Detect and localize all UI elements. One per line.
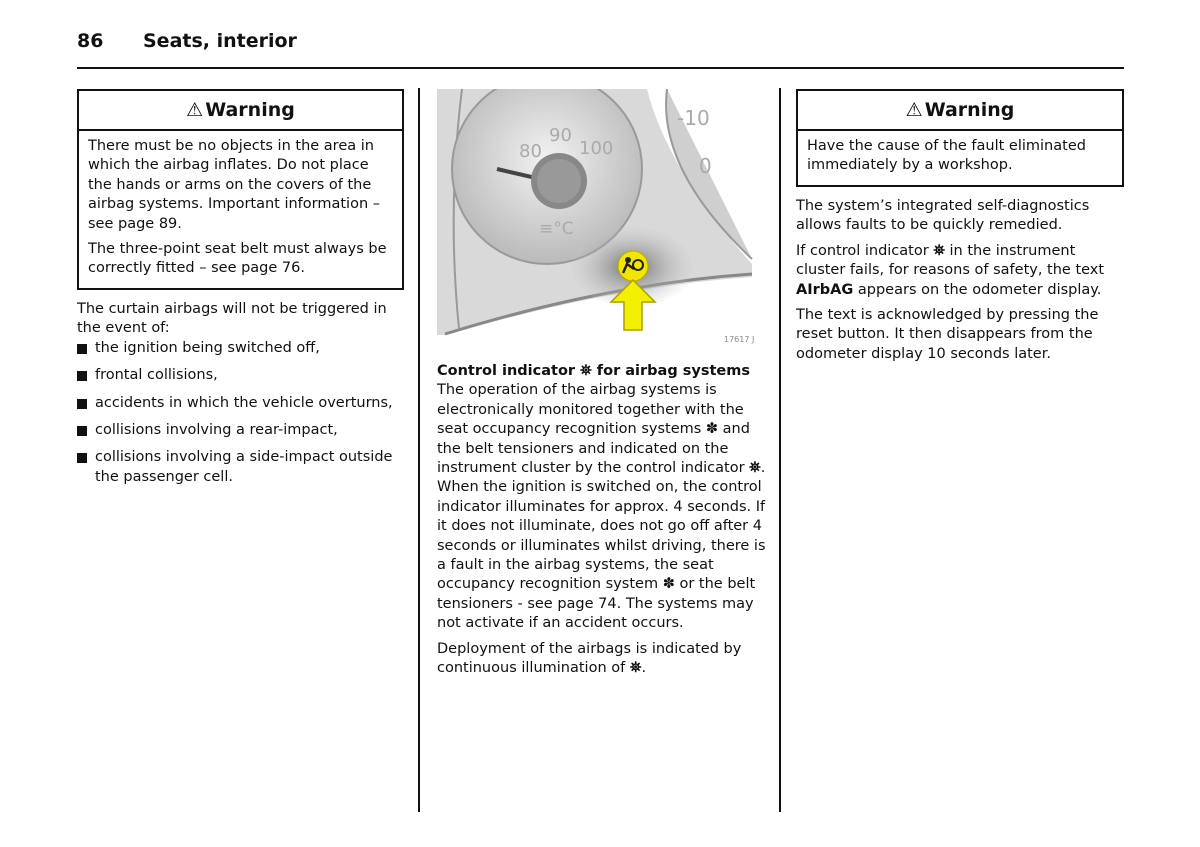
warning-body xyxy=(79,131,402,291)
warning-title: Warning xyxy=(924,99,1015,121)
list-item xyxy=(77,366,404,385)
middle-text xyxy=(437,362,767,685)
section-title: Seats, interior xyxy=(143,30,297,52)
gauge-label-90: 90 xyxy=(549,125,572,146)
list-item xyxy=(77,394,404,413)
text-segment: . xyxy=(641,660,647,677)
gauge-label-100: 100 xyxy=(579,138,614,159)
gauge-label-0: 0 xyxy=(699,154,712,178)
airbag-icon: ⛯ xyxy=(629,660,642,677)
list-item-text: the ignition being switched off, xyxy=(95,339,320,356)
indicator-failure-paragraph xyxy=(796,242,1124,300)
text-segment: The operation of the airbag systems is electronically monitored together with the seat occupancy recognition systems xyxy=(437,382,744,438)
warning-paragraph: There must be no objects in the area in which the airbag inflates. Do not place the hands or arms on the covers of the airbag systems. Important information – see page 89. xyxy=(88,138,381,232)
page-number: 86 xyxy=(77,30,104,52)
warning-title: Warning xyxy=(205,99,295,121)
list-item xyxy=(77,339,404,358)
deployment-paragraph xyxy=(437,640,767,679)
bullet-square-icon xyxy=(77,371,87,381)
list-item-text: collisions involving a rear-impact, xyxy=(95,422,338,439)
text-segment: appears on the odometer display. xyxy=(857,281,1102,298)
right-text xyxy=(796,197,1124,370)
header-rule xyxy=(77,67,1124,69)
figure-code: 17617 J xyxy=(724,335,755,344)
text-segment: in the instrument cluster fails, for reasons of safety, the text xyxy=(796,242,1105,279)
list-item-text: collisions involving a side-impact outside the passenger cell. xyxy=(95,449,393,485)
control-indicator-heading xyxy=(437,362,767,381)
warning-paragraph: Have the cause of the fault eliminated immediately by a workshop. xyxy=(807,138,1086,174)
text-segment: . When the ignition is switched on, the control indicator illuminates for approx. 4 seconds. If it does not illuminate, does not go off after 4 seconds or illuminates whilst driving, there is a fault in the airbag systems, the seat occupancy recognition system xyxy=(437,460,766,593)
warning-header xyxy=(798,91,1122,131)
warning-triangle-icon: ⚠ xyxy=(905,99,923,121)
warning-box-right xyxy=(796,89,1124,187)
bullet-square-icon xyxy=(77,453,87,463)
text-segment: Deployment of the airbags is indicated by continuous illumination of xyxy=(437,640,742,677)
column-divider-right xyxy=(779,88,781,812)
list-item-text: accidents in which the vehicle overturns, xyxy=(95,394,393,411)
curtain-airbag-intro: The curtain airbags will not be triggered in the event of: xyxy=(77,301,387,337)
bullet-square-icon xyxy=(77,399,87,409)
seat-occupancy-icon: ✽ xyxy=(705,421,719,438)
warning-header xyxy=(79,91,402,131)
heading-suffix: for airbag systems xyxy=(596,363,750,379)
bullet-list xyxy=(77,339,404,487)
warning-body xyxy=(798,131,1122,188)
warning-paragraph: The three-point seat belt must always be correctly fitted – see page 76. xyxy=(88,241,387,277)
warning-triangle-icon: ⚠ xyxy=(186,99,204,121)
left-text xyxy=(77,300,404,495)
text-segment: and the belt tensioners and indicated on the instrument cluster by the control indicator xyxy=(437,421,750,477)
airbag-icon: ⛯ xyxy=(749,460,761,477)
gauge-label-80: 80 xyxy=(519,141,542,162)
warning-box-left xyxy=(77,89,404,290)
seat-occupancy-icon: ✽ xyxy=(662,576,675,593)
airbag-display-text: AIrbAG xyxy=(796,281,854,298)
heading-prefix: Control indicator xyxy=(437,363,576,379)
list-item xyxy=(77,448,404,487)
list-item-text: frontal collisions, xyxy=(95,367,218,384)
temperature-symbol: ≡°C xyxy=(539,219,574,239)
list-item xyxy=(77,421,404,440)
control-indicator-paragraph xyxy=(437,381,767,633)
gauge-label-minus10: -10 xyxy=(677,106,710,130)
text-segment: or the belt tensioners - see page 74. The systems may not activate if an accident occurs. xyxy=(437,576,756,632)
acknowledge-paragraph: The text is acknowledged by pressing the reset button. It then disappears from the odometer display 10 seconds later. xyxy=(796,307,1099,362)
bullet-square-icon xyxy=(77,344,87,354)
text-segment: If control indicator xyxy=(796,242,929,259)
column-divider-left xyxy=(418,88,420,812)
instrument-cluster-figure xyxy=(437,89,767,351)
airbag-icon: ⛯ xyxy=(933,242,945,259)
instrument-cluster-illustration xyxy=(437,89,767,351)
bullet-square-icon xyxy=(77,426,87,436)
airbag-icon: ⛯ xyxy=(580,363,592,379)
self-diagnostics-paragraph: The system’s integrated self-diagnostics allows faults to be quickly remedied. xyxy=(796,198,1090,234)
